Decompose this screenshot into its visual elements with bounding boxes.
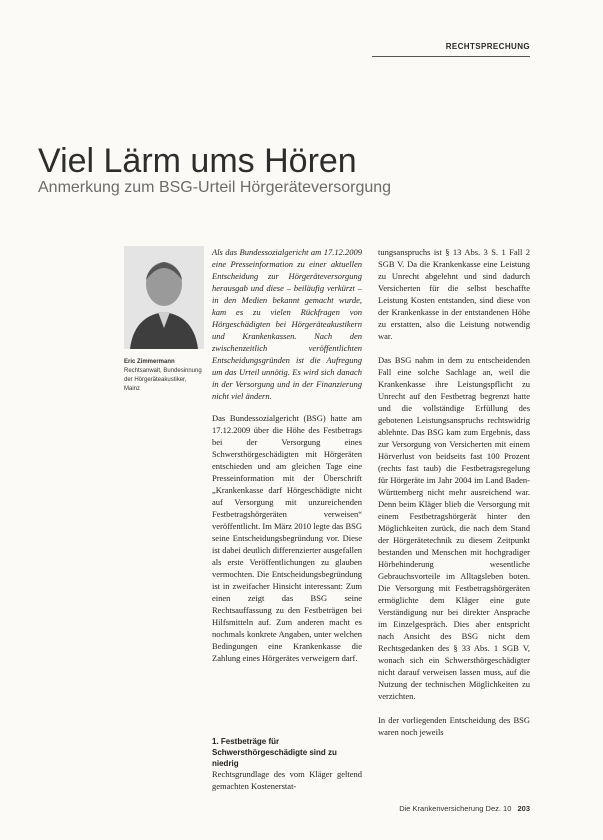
body-paragraph: tungsanspruchs ist § 13 Abs. 3 S. 1 Fall 2 SGB V. Da die Krankenkasse eine Leistung zu Unrecht abgelehnt und sind dadurch Versicherten für die selbst beschaffte Leistung Kosten entstanden, sind diese von der Krankenkasse in der entstandenen Höhe zu erstatten, also die Leistung notwendig war. (378, 247, 530, 341)
header-rule (372, 56, 530, 57)
section-label: RECHTSPRECHUNG (445, 42, 530, 51)
author-photo (124, 246, 204, 349)
body-paragraph: Das BSG nahm in dem zu entscheidenden Fall eine solche Sachlage an, weil die Krankenkasse ihre Leistungspflicht zu Unrecht auf den Festbetrag begrenzt hatte und die vollständige Erfüllung des gebotenen Leistungsanspruchs rechtswidrig ablehnte. Das BSG kam zum Ergebnis, dass zur Versorgung von Versicherten mit einem Hörverlust von beidseits fast 100 Prozent (rechts fast taub) die Festbetragsregelung für Hörgeräte im Jahr 2004 im Land Baden-Württemberg nicht mehr ausreichend war. Denn beim Kläger blieb die Versorgung mit einem Festbetragshörgerät hinter den Möglichkeiten zurück, die nach dem Stand der Hörgerätetechnik zu diesem Zeitpunkt bestanden und Menschen mit hochgradiger Hörbehinderung wesentliche Gebrauchsvorteile im Alltagsleben boten. Die Versorgung mit Festbetragshörgeräten ermöglichte dem Kläger eine gute Verständigung nur bei direkter Ansprache im Einzelgespräch. Dies aber entspricht nach Ansicht des BSG nicht dem Rechtsgedanken des § 33 Abs. 1 SGB V, wonach sich ein Schwersthörgeschädigter nicht darauf verweisen lassen muss, auf die Nutzung der technischen Möglichkeiten zu verzichten. (378, 355, 530, 701)
issue-label: Dez. 10 (485, 804, 512, 813)
author-caption (124, 358, 204, 394)
article-title: Viel Lärm ums Hören (38, 141, 357, 180)
column-left (212, 246, 362, 676)
article-subtitle: Anmerkung zum BSG-Urteil Hörgeräteversorgung (38, 179, 392, 196)
body-paragraph: Das Bundessozialgericht (BSG) hatte am 17.12.2009 über die Höhe des Festbetrags bei der Versorgung eines Schwersthörgeschädigten mit Hörgeräten entschieden und am gleichen Tage eine Presseinformation mit der Überschrift „Krankenkasse darf Hörgeschädigte nicht auf Versorgung mit unzureichenden Festbetragshörgeräten verweisen“ veröffentlicht. Im März 2010 legte das BSG seine Entscheidungsbegründung vor. Diese ist dabei deutlich differenzierter ausgefallen als erste Veröffentlichungen zu glauben vermochten. Die Entscheidungsbegründung ist in zweifacher Hinsicht interessant: Zum einen zeigt das BSG seine Rechtsauffassung zu den Festbeträgen bei Hilfsmitteln auf. Zum anderen macht es nochmals konkrete Angaben, unter welchen Bedingungen eine Krankenkasse die Zahlung eines Hörgerätes verweigern darf. (212, 413, 362, 663)
section-text: Rechtsgrundlage des vom Kläger geltend gemachten Kostenerstat- (212, 769, 362, 791)
publication-name: Die Krankenversicherung (399, 804, 484, 813)
author-affiliation: Rechtsanwalt, Bundesinnung der Hörgeräteakustiker, Mainz (124, 368, 202, 392)
author-name: Eric Zimmermann (124, 359, 175, 365)
article-intro: Als das Bundessozialgericht am 17.12.2009 eine Presseinformation zu einer aktuellen Entscheidung zur Hörgeräteversorgung herausgab und diese – beiläufig verkürzt – in den Medien bekannt gemacht wurde, kam es zu vielen Rückfragen von Hörgeschädigten bei Hörgeräteakustikern und Krankenkassen. Nach den zwischenzeitlich veröffentlichten Entscheidungsgründen ist die Aufregung um das Urteil unnötig. Es wird sich danach in der Versorgung und in der Finanzierung nicht viel ändern. (212, 247, 362, 401)
page-footer (378, 804, 530, 813)
author-portrait-image (124, 246, 204, 349)
section-heading: 1. Festbeträge für Schwersthörgeschädigte sind zu niedrig (212, 737, 337, 768)
page-number: 203 (517, 804, 530, 813)
body-paragraph: In der vorliegenden Entscheidung des BSG waren noch jeweils (378, 715, 530, 737)
column-right (378, 246, 530, 750)
